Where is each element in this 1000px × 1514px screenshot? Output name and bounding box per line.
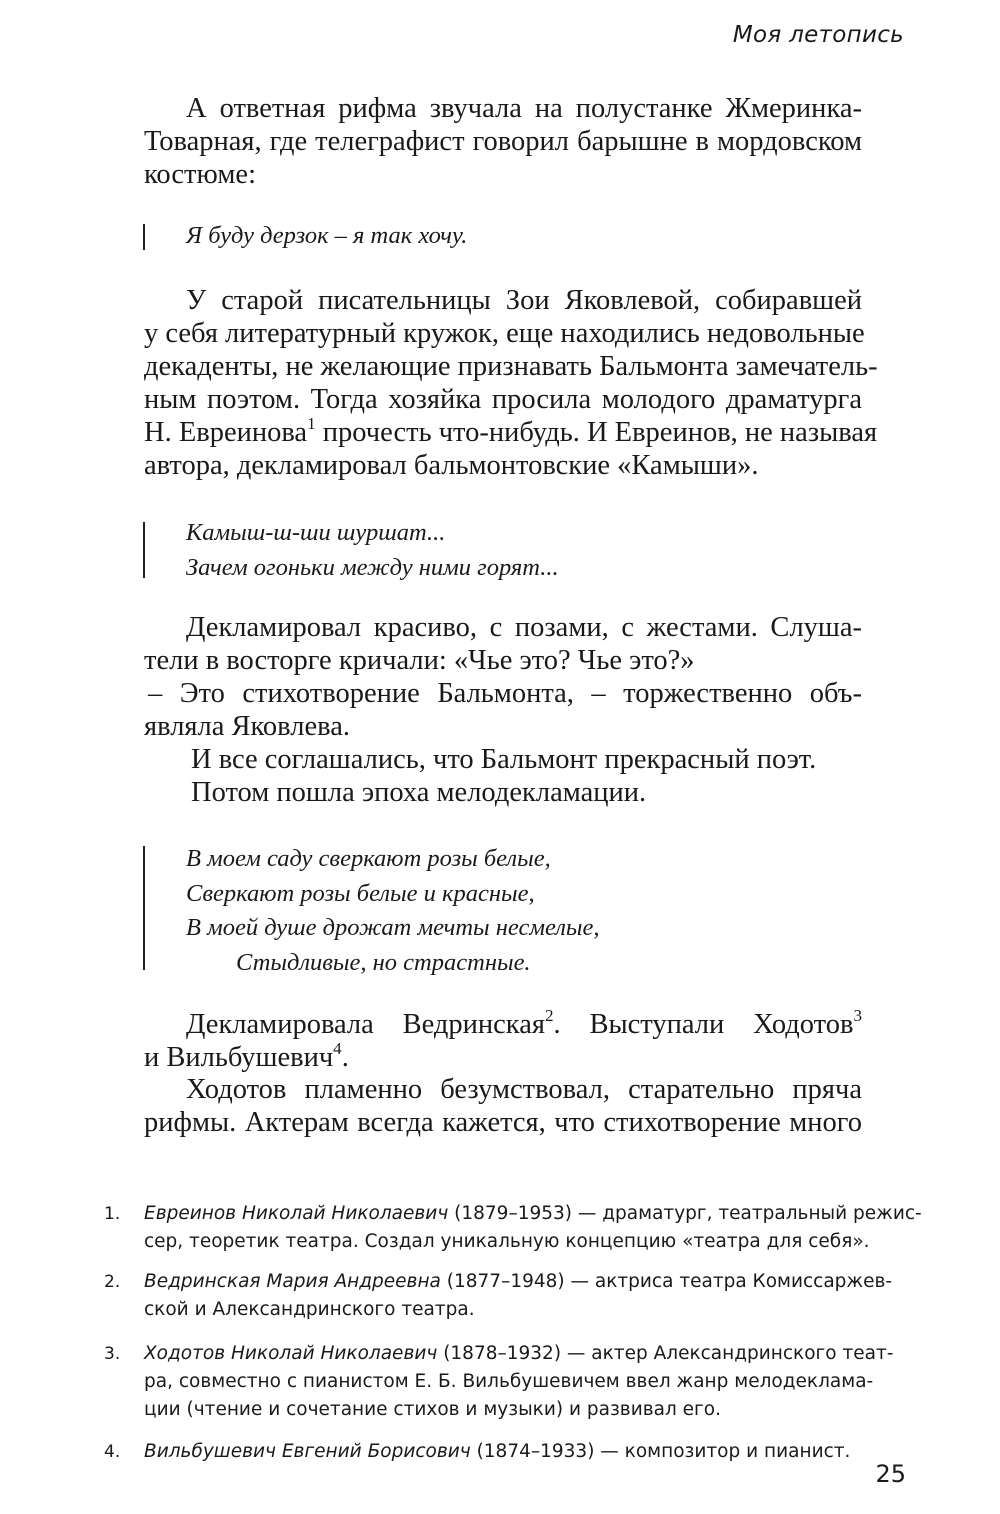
paragraph-2 — [144, 284, 878, 482]
footnote-line — [144, 1340, 894, 1368]
text-line — [144, 413, 878, 449]
footnote-line — [144, 1268, 893, 1296]
text-line: Потом пошла эпоха мелодекламации. — [191, 777, 647, 808]
verse-bar — [143, 846, 145, 970]
verse-line: В моей душе дрожат мечты несмелые, — [186, 914, 600, 941]
text-line: являла Яковлева. — [144, 711, 350, 742]
footnote-name: Евреинов Николай Николаевич — [144, 1203, 449, 1224]
footnote-ref: 3 — [853, 1005, 862, 1025]
paragraph-3 — [144, 611, 862, 809]
footnote-line: сер, теоретик театра. Создал уникальную концепцию «театра для себя». — [144, 1231, 870, 1252]
text-fragment: Декламировала Ведринская — [186, 1009, 545, 1040]
footnote-number: 4. — [104, 1442, 121, 1462]
footnote-name: Вильбушевич Евгений Борисович — [144, 1441, 471, 1462]
verse-line: Я буду дерзок – я так хочу. — [186, 222, 468, 249]
footnote-name: Ведринская Мария Андреевна — [144, 1271, 441, 1292]
verse-line: Стыдливые, но страстные. — [236, 948, 531, 976]
footnote-line — [144, 1438, 864, 1466]
text-line: костюме: — [144, 159, 256, 190]
footnote-line: ской и Александринского театра. — [144, 1299, 475, 1320]
footnote-ref: 2 — [544, 1005, 554, 1025]
text-line: у себя литературный кружок, еще находились недовольные — [144, 318, 865, 349]
text-line: рифмы. Актерам всегда кажется, что стихотворение много — [144, 1107, 862, 1138]
verse-2 — [186, 516, 559, 585]
footnote-name: Ходотов Николай Николаевич — [144, 1343, 438, 1364]
text-fragment: прочесть что-нибудь. И Евреинов, не называя — [322, 417, 878, 448]
text-line: У старой писательницы Зои Яковлевой, собиравшей — [186, 285, 862, 316]
text-line: И все соглашались, что Бальмонт прекрасный поэт. — [191, 744, 817, 775]
text-line: Товарная, где телеграфист говорил барышне в мордовском — [144, 126, 862, 157]
page-number: 25 — [875, 1460, 906, 1488]
footnote-number: 3. — [104, 1344, 121, 1364]
footnote-line: ции (чтение и сочетание стихов и музыки) и развивал его. — [144, 1399, 721, 1420]
running-title: Моя летопись — [732, 22, 904, 48]
footnote-number: 2. — [104, 1272, 121, 1292]
text-line: – Это стихотворение Бальмонта, – торжественно объ- — [148, 678, 862, 709]
text-fragment: и Вильбушевич — [144, 1042, 334, 1073]
text-line: тели в восторге кричали: «Чье это? Чье это?» — [144, 645, 695, 676]
text-line — [144, 1038, 862, 1074]
verse-line: Зачем огоньки между ними горят... — [186, 553, 559, 581]
paragraph-5 — [144, 1073, 862, 1139]
verse-3 — [186, 842, 600, 980]
footnote-text — [144, 1200, 922, 1256]
text-fragment: . Выступали Ходотов — [553, 1009, 854, 1040]
text-line: А ответная рифма звучала на полустанке Жмеринка- — [186, 93, 862, 124]
footnote-fragment: (1874–1933) — композитор и пианист. — [470, 1441, 851, 1462]
verse-bar — [143, 522, 145, 578]
text-line: декаденты, не желающие признавать Бальмонта замечатель- — [144, 351, 878, 382]
text-line: Декламировал красиво, с позами, с жестами. Слуша- — [186, 612, 862, 643]
paragraph-1 — [144, 92, 862, 191]
text-fragment: Н. Евреинова — [144, 417, 308, 448]
footnote-number: 1. — [104, 1204, 121, 1224]
verse-line: В моем саду сверкают розы белые, — [186, 845, 551, 872]
footnote-text — [144, 1438, 864, 1466]
footnote-line — [144, 1200, 922, 1228]
footnote-text — [144, 1268, 893, 1324]
verse-1 — [186, 219, 467, 254]
footnote-ref: 4 — [333, 1038, 342, 1058]
text-line: автора, декламировал бальмонтовские «Камыши». — [144, 450, 759, 481]
text-line: Ходотов пламенно безумствовал, старательно пряча — [186, 1074, 862, 1105]
footnote-fragment: (1879–1953) — драматург, театральный режис- — [448, 1203, 922, 1224]
text-line: ным поэтом. Тогда хозяйка просила молодого драматурга — [144, 384, 862, 415]
footnote-ref: 1 — [307, 413, 316, 433]
text-line — [144, 1005, 862, 1041]
verse-line: Сверкают розы белые и красные, — [186, 879, 535, 907]
footnote-text — [144, 1340, 894, 1424]
footnote-fragment: (1878–1932) — актер Александринского теат- — [437, 1343, 894, 1364]
footnote-line: ра, совместно с пианистом Е. Б. Вильбушевичем ввел жанр мелодеклама- — [144, 1371, 874, 1392]
footnote-fragment: (1877–1948) — актриса театра Комиссаржев- — [440, 1271, 893, 1292]
paragraph-4 — [144, 1005, 862, 1074]
text-fragment: . — [341, 1042, 349, 1073]
verse-line: Камыш-ш-ши шуршат... — [186, 519, 446, 546]
verse-bar — [143, 224, 145, 250]
